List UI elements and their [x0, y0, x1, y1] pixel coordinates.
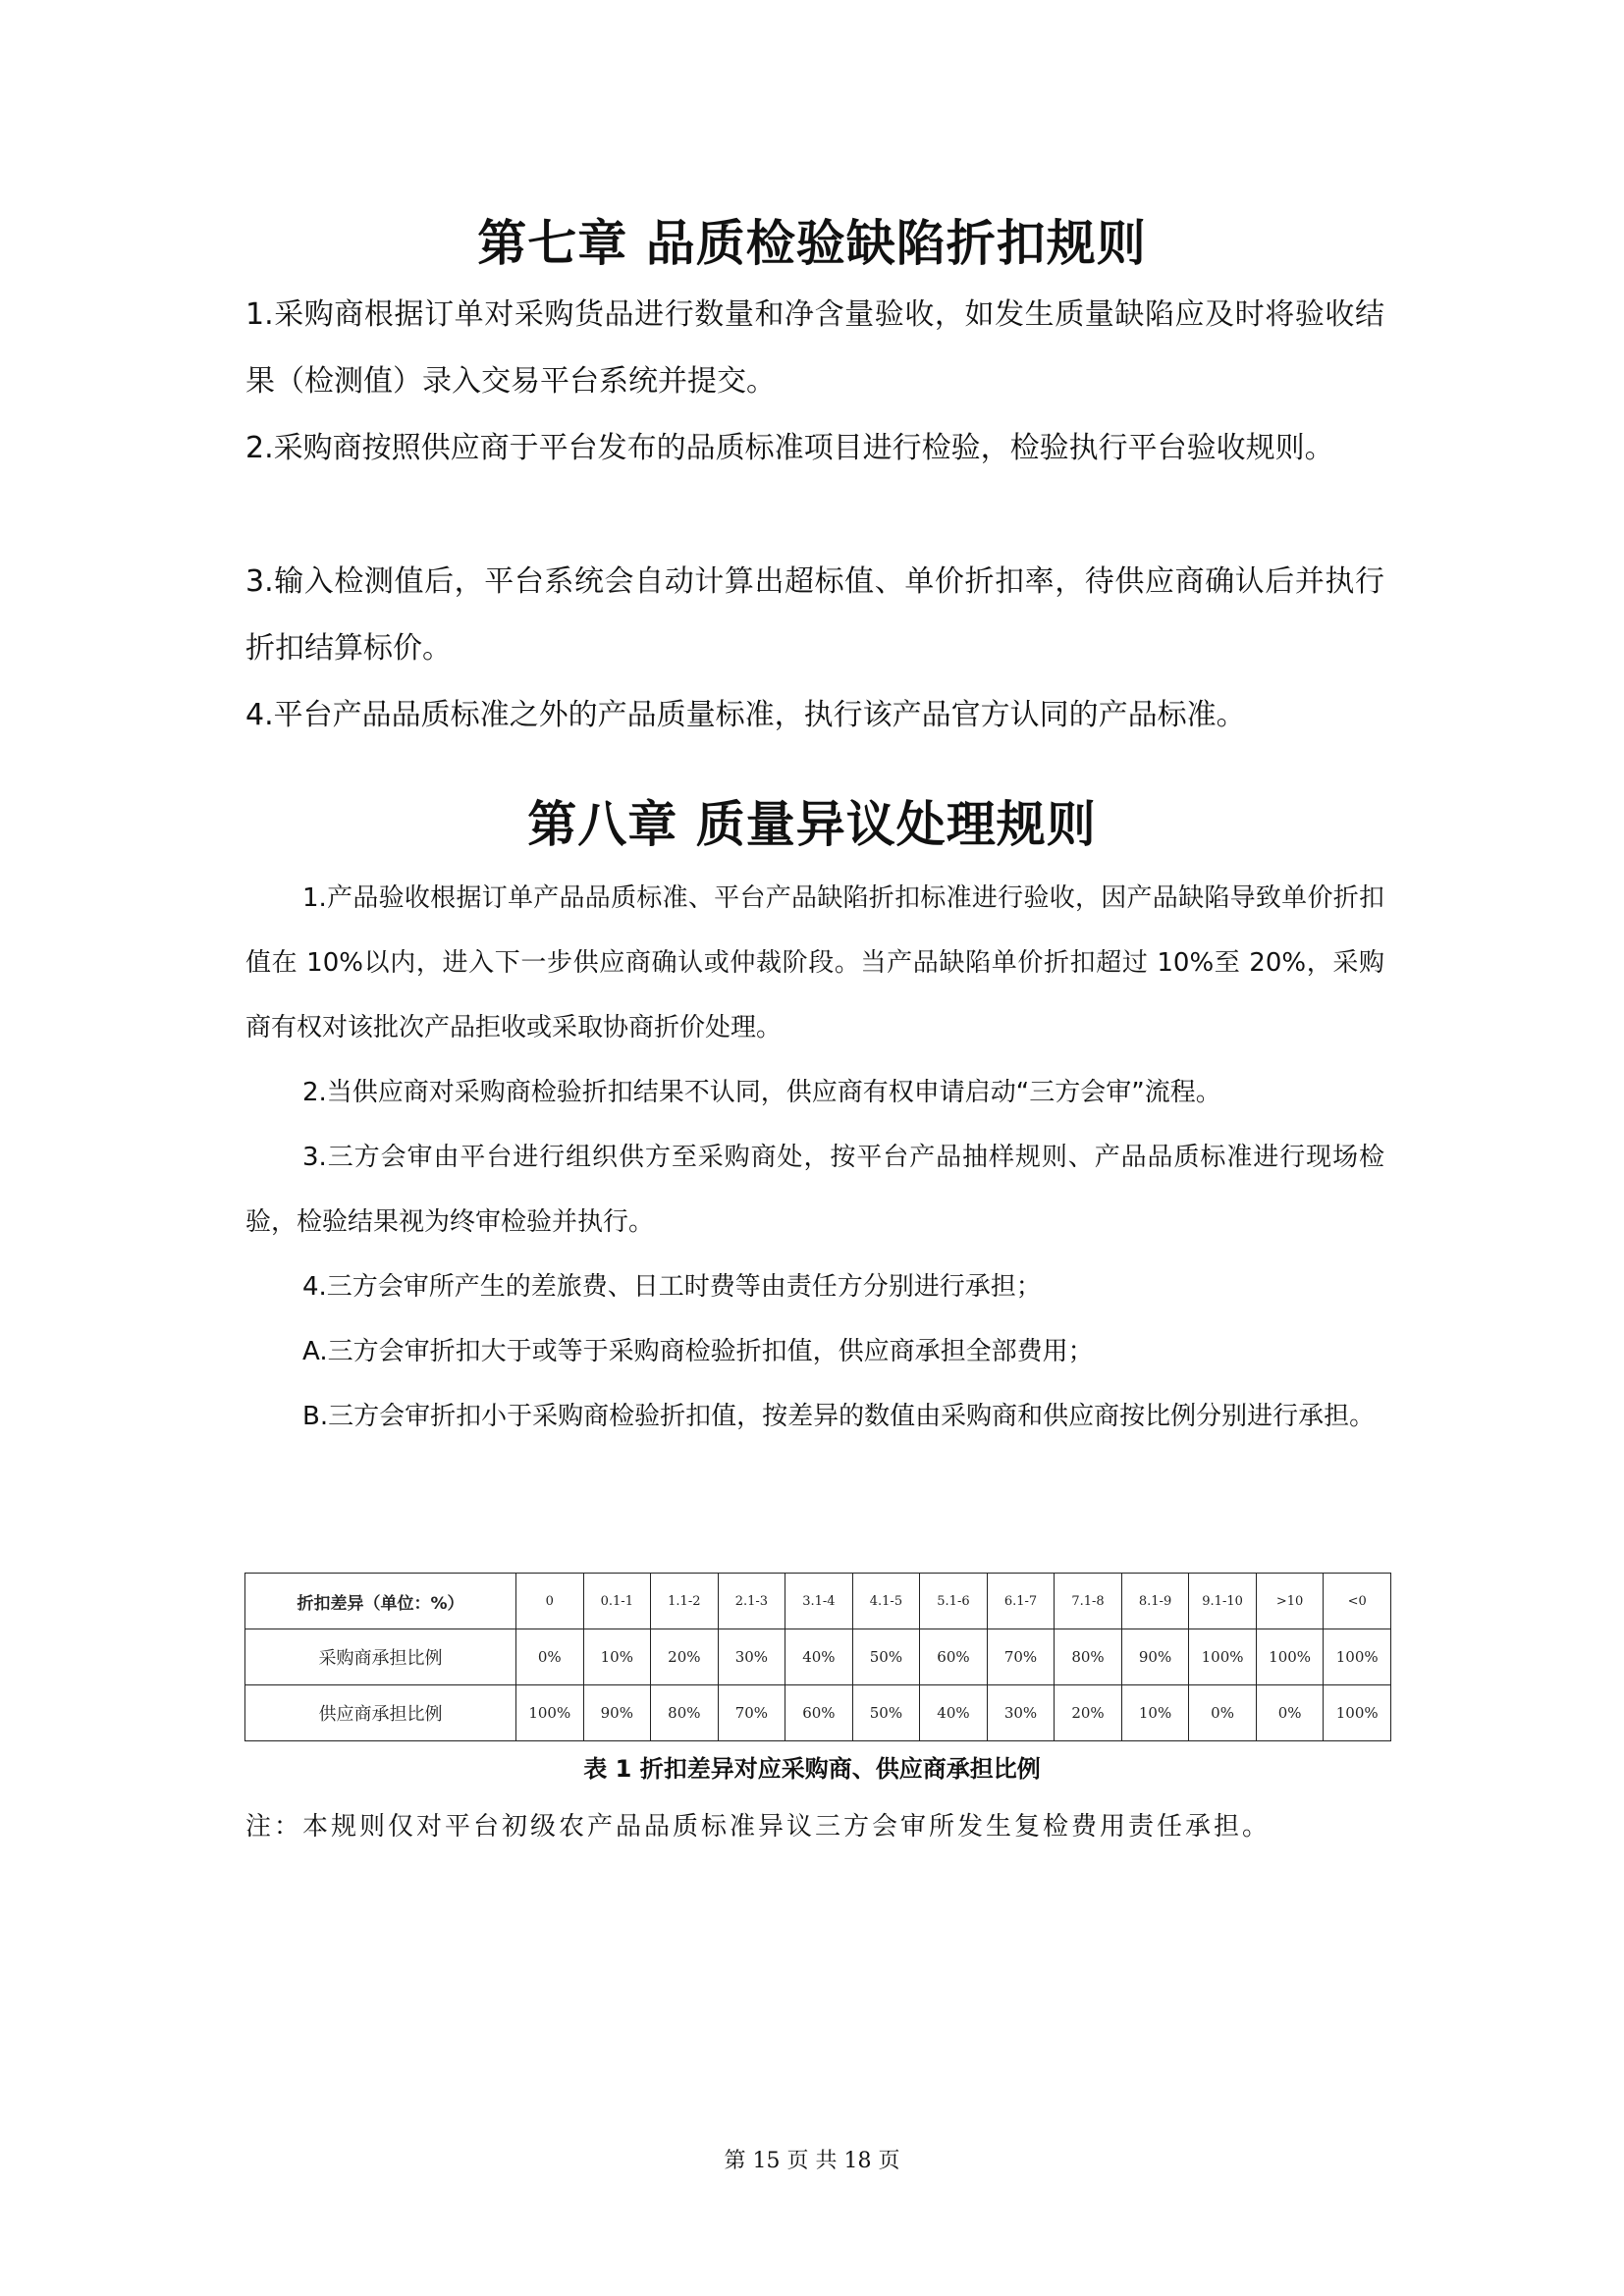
table-caption: 表 1 折扣差异对应采购商、供应商承担比例 [583, 1755, 1041, 1783]
table-column-header: <0 [1324, 1574, 1391, 1629]
table-cell: 0% [1256, 1685, 1324, 1741]
table-cell: 20% [1055, 1685, 1122, 1741]
table-column-header: 0 [516, 1574, 584, 1629]
table-cell: 0% [1189, 1685, 1257, 1741]
table-cell: 50% [852, 1685, 920, 1741]
table-cell: 90% [1121, 1629, 1189, 1685]
chapter-8-paragraph-b: B.三方会审折扣小于采购商检验折扣值，按差异的数值由采购商和供应商按比例分别进行承担。 [302, 1402, 1376, 1431]
table-column-header: 1.1-2 [651, 1574, 719, 1629]
table-column-header: 5.1-6 [920, 1574, 988, 1629]
chapter-8-paragraph-a: A.三方会审折扣大于或等于采购商检验折扣值，供应商承担全部费用； [302, 1337, 1094, 1366]
table-cell: 0% [516, 1629, 584, 1685]
table-cell: 100% [516, 1685, 584, 1741]
table-column-header: 3.1-4 [785, 1574, 853, 1629]
table-header-label: 折扣差异（单位：%） [245, 1574, 516, 1629]
table-row-label: 采购商承担比例 [245, 1629, 516, 1685]
chapter-8-paragraph-2: 2.当供应商对采购商检验折扣结果不认同，供应商有权申请启动“三方会审”流程。 [302, 1078, 1221, 1107]
table-cell: 10% [583, 1629, 651, 1685]
table-cell: 80% [651, 1685, 719, 1741]
table-cell: 50% [852, 1629, 920, 1685]
chapter-8-paragraph-1: 1.产品验收根据订单产品品质标准、平台产品缺陷折扣标准进行验收，因产品缺陷导致单价折扣值在 10%以内，进入下一步供应商确认或仲裁阶段。当产品缺陷单价折扣超过 10%至 20%，采购商有权对该批次产品拒收或采取协商折价处理。 [245, 883, 1384, 1042]
table-column-header: 6.1-7 [987, 1574, 1055, 1629]
table-row-label: 供应商承担比例 [245, 1685, 516, 1741]
chapter-7-title: 第七章 品质检验缺陷折扣规则 [477, 215, 1147, 272]
table-cell: 30% [718, 1629, 785, 1685]
table-column-header: 9.1-10 [1189, 1574, 1257, 1629]
table-cell: 100% [1256, 1629, 1324, 1685]
chapter-8-paragraph-3: 3.三方会审由平台进行组织供方至采购商处，按平台产品抽样规则、产品品质标准进行现场检验，检验结果视为终审检验并执行。 [245, 1143, 1384, 1237]
page-number: 第 15 页 共 18 页 [724, 2149, 900, 2173]
footnote: 注：本规则仅对平台初级农产品品质标准异议三方会审所发生复检费用责任承担。 [245, 1812, 1272, 1842]
table-column-header: 4.1-5 [852, 1574, 920, 1629]
table-cell: 40% [920, 1685, 988, 1741]
table-cell: 60% [785, 1685, 853, 1741]
table-header-row [245, 1574, 1391, 1629]
chapter-7-paragraph-1: 1.采购商根据订单对采购货品进行数量和净含量验收，如发生质量缺陷应及时将验收结果（检测值）录入交易平台系统并提交。 [245, 297, 1384, 399]
chapter-7-paragraph-3: 3.输入检测值后，平台系统会自动计算出超标值、单价折扣率，待供应商确认后并执行折扣结算标价。 [245, 564, 1384, 666]
cost-share-table [244, 1573, 1391, 1741]
table-column-header: 8.1-9 [1121, 1574, 1189, 1629]
table-cell: 100% [1324, 1629, 1391, 1685]
table-row-buyer [245, 1629, 1391, 1685]
chapter-8-title: 第八章 质量异议处理规则 [527, 796, 1097, 853]
table-cell: 10% [1121, 1685, 1189, 1741]
table-column-header: 0.1-1 [583, 1574, 651, 1629]
table-cell: 20% [651, 1629, 719, 1685]
table-cell: 60% [920, 1629, 988, 1685]
table-cell: 70% [718, 1685, 785, 1741]
table-cell: 70% [987, 1629, 1055, 1685]
table-cell: 30% [987, 1685, 1055, 1741]
table-cell: 90% [583, 1685, 651, 1741]
table-cell: 100% [1324, 1685, 1391, 1741]
chapter-7-paragraph-2: 2.采购商按照供应商于平台发布的品质标准项目进行检验，检验执行平台验收规则。 [245, 431, 1334, 465]
table-column-header: 2.1-3 [718, 1574, 785, 1629]
table-column-header: >10 [1256, 1574, 1324, 1629]
table-cell: 40% [785, 1629, 853, 1685]
table-cell: 100% [1189, 1629, 1257, 1685]
chapter-7-paragraph-4: 4.平台产品品质标准之外的产品质量标准，执行该产品官方认同的产品标准。 [245, 698, 1246, 732]
chapter-8-paragraph-4: 4.三方会审所产生的差旅费、日工时费等由责任方分别进行承担； [302, 1272, 1042, 1302]
table-row-supplier [245, 1685, 1391, 1741]
table-cell: 80% [1055, 1629, 1122, 1685]
table-column-header: 7.1-8 [1055, 1574, 1122, 1629]
